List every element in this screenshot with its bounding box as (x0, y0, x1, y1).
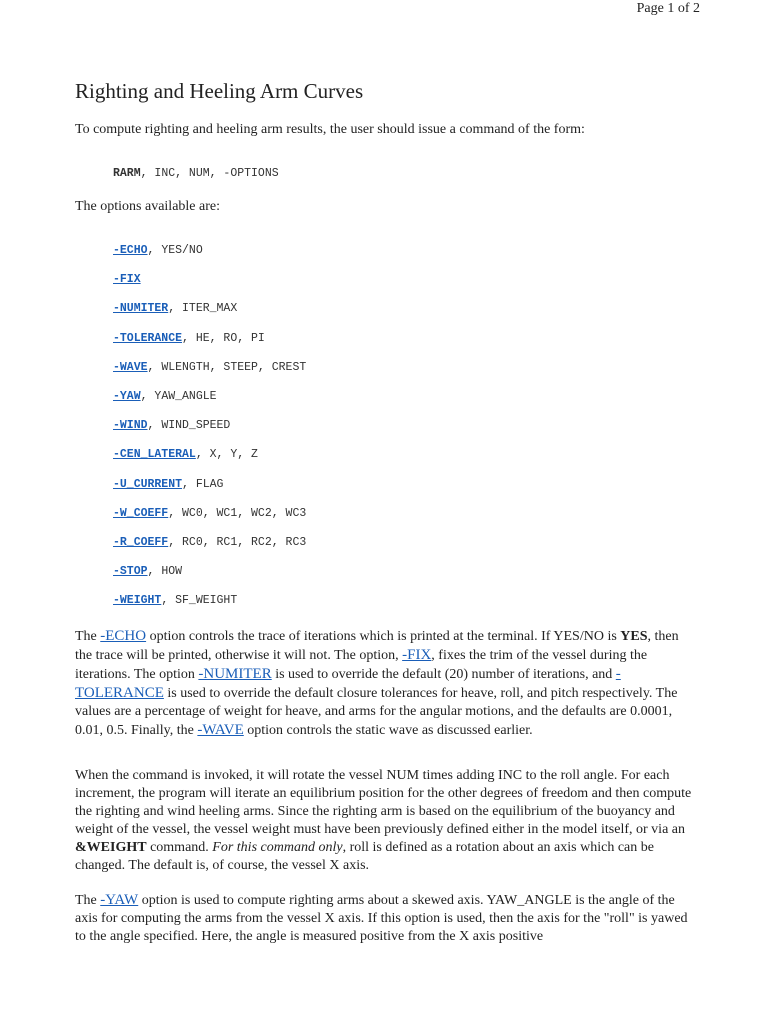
page-title: Righting and Heeling Arm Curves (75, 79, 364, 103)
text-run: option controls the static wave as discussed earlier. (243, 723, 533, 738)
option-args: , FLAG (182, 477, 224, 491)
link-echo[interactable]: -ECHO (100, 628, 147, 644)
option-args: , HE, RO, PI (182, 331, 265, 345)
option-item (113, 388, 306, 417)
paragraph-options-description (75, 627, 695, 740)
option-item (113, 505, 306, 534)
option-item (113, 417, 306, 446)
link-wave[interactable]: -WAVE (197, 722, 244, 738)
text-run: option controls the trace of iterations which is printed at the terminal. If YES/NO is (146, 629, 621, 644)
options-intro: The options available are: (75, 199, 220, 214)
bold-yes: YES (620, 629, 648, 644)
option-link-echo[interactable]: -ECHO (113, 244, 148, 257)
paragraph-command-behavior (75, 767, 695, 875)
italic-note: For this command only (212, 840, 343, 855)
option-item (113, 242, 306, 271)
command-keyword: RARM (113, 167, 141, 180)
option-args: , X, Y, Z (195, 448, 258, 462)
option-item (113, 359, 306, 388)
bold-weight-command: &WEIGHT (75, 840, 147, 855)
option-link-w-coeff[interactable]: -W_COEFF (113, 506, 169, 520)
option-link-r-coeff[interactable]: -R_COEFF (113, 535, 169, 549)
paragraph-yaw-option (75, 891, 695, 946)
option-link-yaw[interactable]: -YAW (113, 389, 141, 403)
option-item (113, 446, 306, 475)
option-link-wave[interactable]: -WAVE (113, 360, 148, 374)
option-args: , WLENGTH, STEEP, CREST (147, 360, 307, 374)
option-args: , WIND_SPEED (147, 419, 231, 433)
option-link-u-current[interactable]: -U_CURRENT (113, 477, 183, 491)
options-list (113, 242, 306, 621)
text-run: command. (146, 840, 213, 855)
option-item (113, 330, 306, 359)
text-run: The (75, 629, 101, 644)
option-args: , YAW_ANGLE (140, 389, 217, 403)
link-fix[interactable]: -FIX (402, 647, 432, 663)
option-item (113, 534, 306, 563)
text-run: , then the trace will be printed, otherwise it will not. The option, (75, 629, 679, 663)
option-link-numiter[interactable]: -NUMITER (113, 302, 169, 316)
link-tolerance[interactable]: -TOLERANCE (75, 666, 621, 701)
option-args: , ITER_MAX (168, 302, 238, 316)
option-link-wind[interactable]: -WIND (113, 419, 148, 433)
option-item (113, 476, 306, 505)
option-link-fix[interactable]: -FIX (113, 273, 141, 287)
option-item (113, 563, 306, 592)
option-item (113, 300, 306, 329)
option-args: , HOW (147, 565, 183, 579)
text-run: is used to override the default (20) number of iterations, and (271, 667, 616, 682)
page-number: Page 1 of 2 (636, 1, 700, 16)
option-args: , YES/NO (147, 244, 203, 257)
command-syntax (113, 165, 279, 183)
text-run: is used to override the default closure tolerances for heave, roll, and pitch respectively. The values are a percentage of weight for heave, and arms for the angular motions, and the defaults are 0.0001, 0.01, 0.5. Finally, the (75, 686, 678, 738)
option-args: , WC0, WC1, WC2, WC3 (168, 506, 307, 520)
text-run: option is used to compute righting arms about a skewed axis. YAW_ANGLE is the angle of the axis for computing the arms from the vessel X axis. If this option is used, then the axis for the "roll" is yawed to the angle specified. Here, the angle is measured positive from the X axis positive (75, 893, 688, 944)
option-link-cen-lateral[interactable]: -CEN_LATERAL (113, 448, 196, 462)
text-run: When the command is invoked, it will rotate the vessel NUM times adding INC to the roll angle. For each increment, the program will iterate an equilibrium position for the other degrees of freedom and then compute the righting and wind heeling arms. Since the righting arm is based on the equilibrium of the buoyancy and weight of the vessel, the vessel weight must have been previously defined either in the model itself, or via an (75, 768, 692, 837)
option-args: , SF_WEIGHT (161, 594, 238, 608)
option-args: , RC0, RC1, RC2, RC3 (168, 535, 307, 549)
command-args: , INC, NUM, -OPTIONS (140, 167, 279, 180)
intro-text: To compute righting and heeling arm results, the user should issue a command of the form: (75, 122, 585, 137)
option-link-stop[interactable]: -STOP (113, 565, 148, 579)
text-run: The (75, 893, 101, 908)
text-run: , roll is defined as a rotation about an axis which can be changed. The default is, of course, the vessel X axis. (75, 840, 654, 873)
text-run: , fixes the trim of the vessel during the iterations. The option (75, 648, 648, 682)
link-yaw[interactable]: -YAW (100, 892, 139, 908)
option-item (113, 592, 306, 621)
link-numiter[interactable]: -NUMITER (198, 666, 272, 682)
option-link-tolerance[interactable]: -TOLERANCE (113, 331, 183, 345)
option-link-weight[interactable]: -WEIGHT (113, 594, 162, 608)
option-item (113, 271, 306, 300)
